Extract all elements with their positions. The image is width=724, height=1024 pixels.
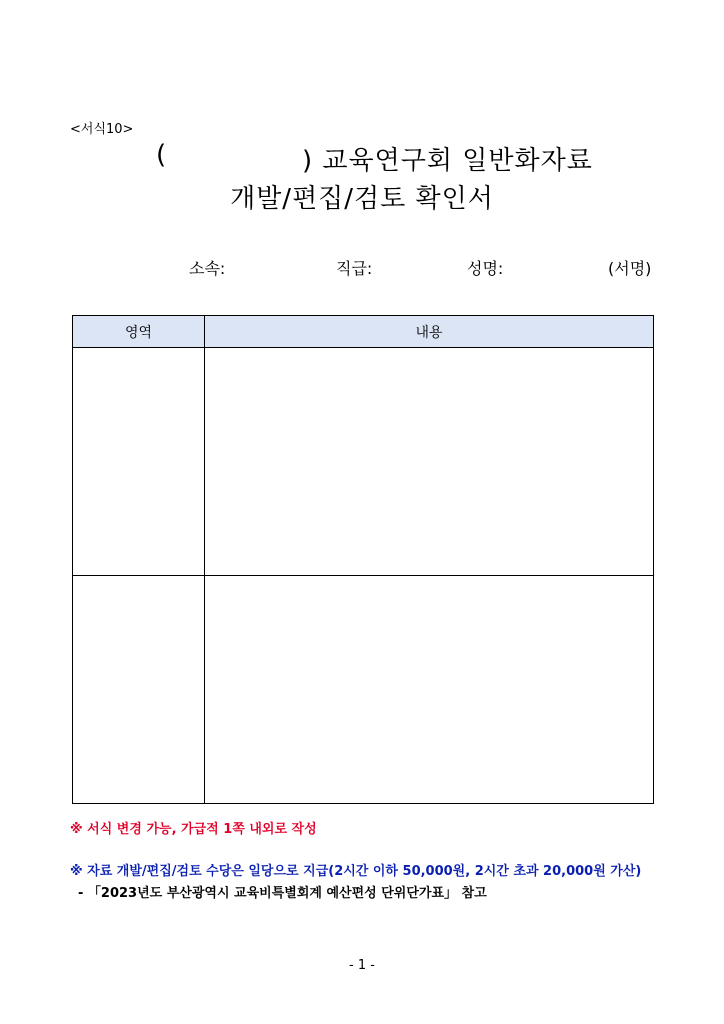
name-label: 성명:: [467, 259, 504, 278]
signature-label: (서명): [608, 259, 652, 278]
header-content: 내용: [205, 316, 654, 348]
header-area: 영역: [73, 316, 205, 348]
page-number: - 1 -: [349, 958, 375, 973]
affiliation-label: 소속:: [189, 259, 226, 278]
content-table: [72, 315, 654, 804]
content-cell[interactable]: [205, 576, 654, 804]
note-format: ※ 서식 변경 가능, 가급적 1쪽 내외로 작성: [70, 822, 317, 837]
table-row: [73, 576, 654, 804]
title-paren-open: (: [156, 140, 168, 170]
rank-label: 직급:: [336, 259, 373, 278]
form-number: <서식10>: [70, 122, 134, 137]
table-row: [73, 348, 654, 576]
note-reference: - 「2023년도 부산광역시 교육비특별회계 예산편성 단위단가표」 참고: [78, 886, 487, 901]
content-cell[interactable]: [205, 348, 654, 576]
title-line-1: [150, 140, 593, 176]
area-cell[interactable]: [73, 576, 205, 804]
area-cell[interactable]: [73, 348, 205, 576]
title-line-2: 개발/편집/검토 확인서: [230, 184, 494, 214]
title-line-1-text: ) 교육연구회 일반화자료: [302, 146, 593, 176]
note-allowance: ※ 자료 개발/편집/검토 수당은 일당으로 지급(2시간 이하 50,000원, 2시간 초과 20,000원 가산): [70, 864, 642, 879]
table-header-row: [73, 316, 654, 348]
